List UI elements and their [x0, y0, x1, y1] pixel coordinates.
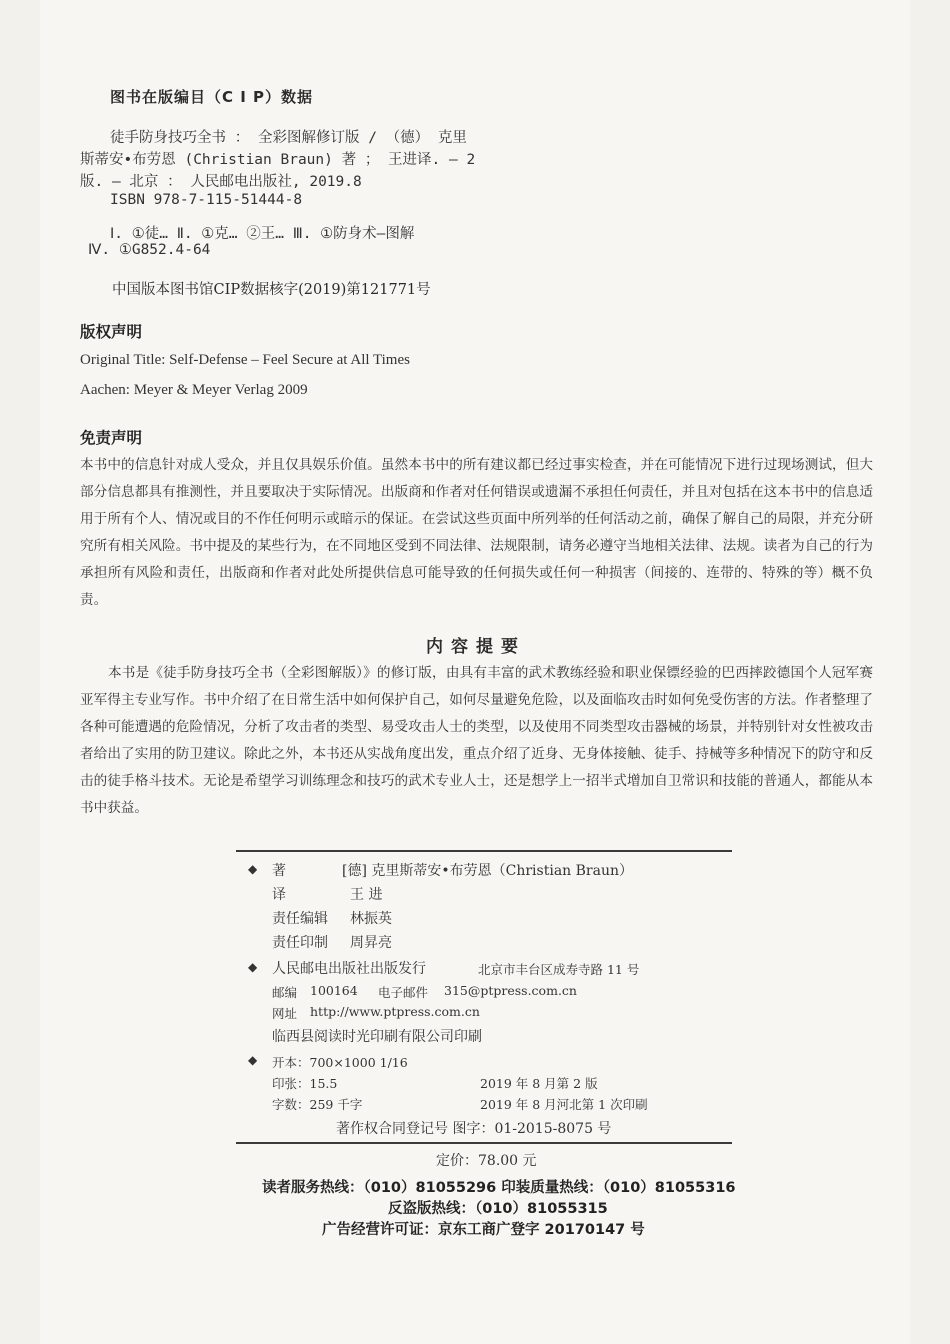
email-label: 电子邮件 — [378, 985, 429, 1000]
cip-line-2: 斯蒂安•布劳恩 (Christian Braun) 著 ； 王进译. — 2 — [80, 152, 476, 168]
publisher-name: 人民邮电出版社出版发行 — [272, 961, 426, 977]
editor-name: 林振英 — [350, 911, 392, 927]
cip-approval-number: 中国版本图书馆CIP数据核字(2019)第121771号 — [112, 282, 431, 298]
author-label: 著 — [272, 863, 286, 879]
price: 定价：78.00 元 — [436, 1153, 537, 1169]
website-label: 网址 — [272, 1006, 298, 1021]
print-manager-label: 责任印制 — [272, 935, 328, 951]
editor-label: 责任编辑 — [272, 911, 328, 927]
colophon-bottom-rule — [236, 1142, 732, 1144]
cip-class-line-2: Ⅳ. ①G852.4-64 — [88, 242, 211, 258]
copyright-heading: 版权声明 — [80, 323, 143, 341]
cip-isbn: ISBN 978-7-115-51444-8 — [110, 192, 303, 208]
author-name: [德] 克里斯蒂安•布劳恩（Christian Braun） — [342, 863, 633, 879]
translator-label: 译 — [272, 887, 286, 903]
publisher-address: 北京市丰台区成寿寺路 11 号 — [478, 962, 640, 977]
summary-heading: 内容提要 — [426, 637, 526, 657]
copyright-contract-number: 著作权合同登记号 图字：01-2015-8075 号 — [336, 1121, 612, 1137]
postcode-label: 邮编 — [272, 985, 298, 1000]
cip-title: 图书在版编目（C I P）数据 — [110, 88, 314, 106]
book-format: 开本：700×1000 1/16 — [272, 1055, 408, 1070]
cip-line-3: 版. — 北京 ： 人民邮电出版社, 2019.8 — [80, 174, 362, 190]
original-title: Original Title: Self-Defense – Feel Secure at All Times — [80, 352, 410, 368]
printing-date: 2019 年 8 月河北第 1 次印刷 — [480, 1097, 648, 1112]
service-hotlines: 读者服务热线：（010）81055296 印装质量热线：（010）81055316 — [262, 1180, 736, 1196]
word-count: 字数：259 千字 — [272, 1097, 363, 1112]
edition-date: 2019 年 8 月第 2 版 — [480, 1076, 598, 1091]
print-house: 临西县阅读时光印刷有限公司印刷 — [272, 1029, 482, 1045]
disclaimer-text: 本书中的信息针对成人受众，并且仅具娱乐价值。虽然本书中的所有建议都已经过事实检查，并在可能情况下进行过现场测试，但大部分信息都具有推测性，并且要取决于实际情况。出版商和作者对任何错误或遗漏不承担任何责任，并且对包括在这本书中的信息适用于所有个人、情况或目的不作任何明示或暗示的保证。在尝试这些页面中所列举的任何活动之前，确保了解自己的局限，并充分研究所有相关风险。书中提及的某些行为，在不同地区受到不同法律、法规限制，请务必遵守当地相关法律、法规。读者为自己的行为承担所有风险和责任，出版商和作者对此处所提供信息可能导致的任何损失或任何一种损害（间接的、连带的、特殊的等）概不负责。 — [80, 457, 873, 608]
diamond-bullet-icon: ◆ — [248, 1053, 258, 1067]
colophon-top-rule — [236, 850, 732, 852]
print-sheets: 印张：15.5 — [272, 1076, 338, 1091]
disclaimer-heading: 免责声明 — [80, 429, 143, 447]
cip-class-line-1: Ⅰ. ①徒… Ⅱ. ①克… ②王… Ⅲ. ①防身术—图解 — [110, 226, 415, 242]
ad-license: 广告经营许可证：京东工商广登字 20170147 号 — [322, 1222, 645, 1238]
translator-name: 王 进 — [350, 887, 383, 903]
postcode-value: 100164 — [310, 983, 358, 998]
summary-text: 本书是《徒手防身技巧全书（全彩图解版）》的修订版，由具有丰富的武术教练经验和职业保镖经验的巴西摔跤德国个人冠军赛亚军得主专业写作。书中介绍了在日常生活中如何保护自己，如何尽量避免危险，以及面临攻击时如何免受伤害的方法。作者整理了各种可能遭遇的危险情况，分析了攻击者的类型、易受攻击人士的类型，以及使用不同类型攻击器械的场景，并特别针对女性被攻击者给出了实用的防卫建议。除此之外，本书还从实战角度出发，重点介绍了近身、无身体接触、徒手、持械等多种情况下的防守和反击的徒手格斗技术。无论是希望学习训练理念和技巧的武术专业人士，还是想学上一招半式增加自卫常识和技能的普通人，都能从本书中获益。 — [80, 665, 873, 816]
cip-line-1: 徒手防身技巧全书 ： 全彩图解修订版 / （德） 克里 — [110, 130, 467, 146]
diamond-bullet-icon: ◆ — [248, 862, 258, 876]
original-publisher: Aachen: Meyer & Meyer Verlag 2009 — [80, 382, 308, 398]
anti-piracy-hotline: 反盗版热线：（010）81055315 — [388, 1201, 608, 1217]
print-manager-name: 周昇亮 — [350, 935, 392, 951]
website-value: http://www.ptpress.com.cn — [310, 1004, 480, 1019]
diamond-bullet-icon: ◆ — [248, 960, 258, 974]
email-value: 315@ptpress.com.cn — [444, 983, 577, 998]
